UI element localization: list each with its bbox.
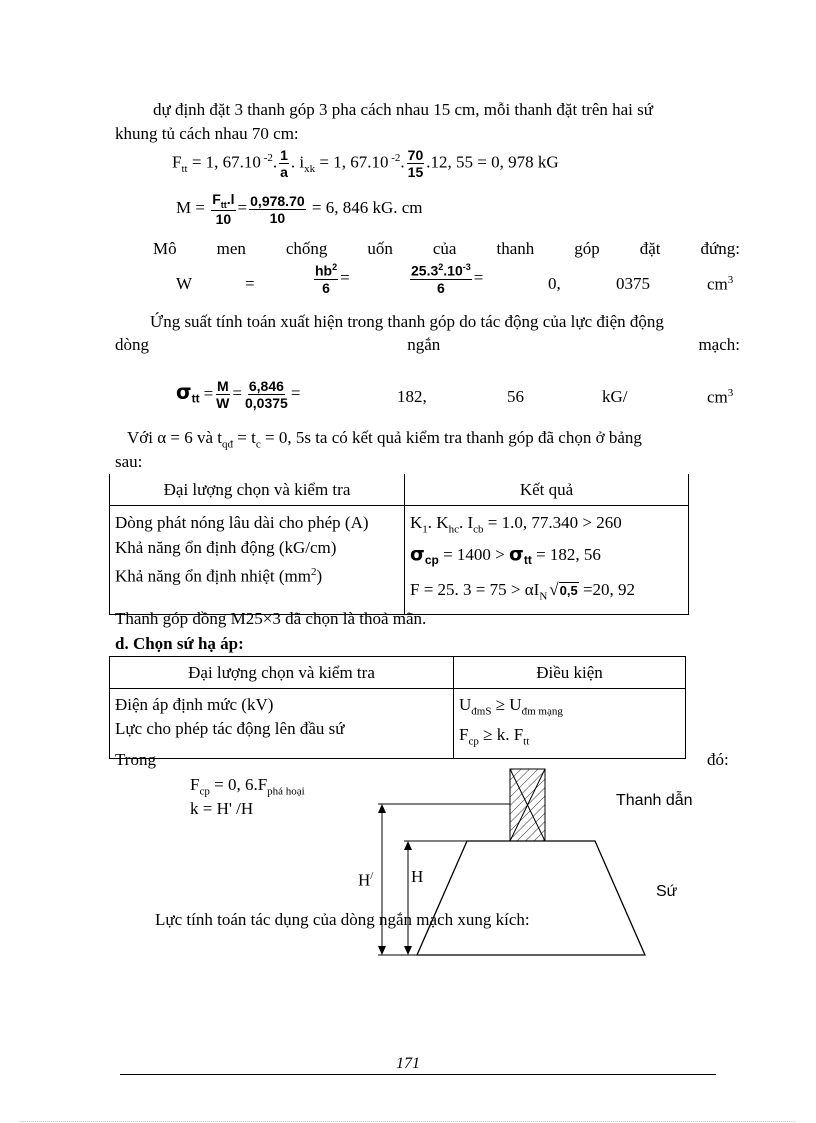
stress-text-line-1: Ứng suất tính toán xuất hiện trong thanh góp do tác động của lực điện động (150, 312, 664, 331)
equation-w-frac1: $\frac{hb^2}{6}$ = (315, 262, 350, 296)
check-text-line-1: Với α = 6 và $t_{qđ} = t_c = 0$, 5s ta có kết quả kiểm tra thanh góp đã chọn ở bảng (127, 428, 642, 451)
table2-row-voltage: Điện áp định mức (kV) (115, 695, 274, 714)
def-k: k = H' /H (190, 799, 254, 818)
moment-text: Mô men chống uốn của thanh góp đặt đứng: (153, 239, 740, 258)
table1-row-dynamic: Khả năng ổn định động (kG/cm) (115, 538, 337, 557)
equation-w-unit: $cm^3$ (707, 274, 734, 294)
check-text-line-2: sau: (115, 452, 143, 471)
last-line-text: Lực tính toán tác dụng của dòng ngắn mạch xung kích: (155, 910, 530, 929)
hprime-arrow-up (378, 804, 386, 813)
equation-w-lhs: W (176, 274, 193, 293)
equation-ftt: $F_{tt} = 1$, 67.10 $^{-2}$. $\frac{1}{a}$ . $i_{xk} = 1$, 67.10 $^{-2}$. $\frac{70}{15}$ .12, 55 = 0, 978 kG (172, 147, 559, 181)
page-number: 171 (396, 1055, 420, 1072)
table1-row-thermal: Khả năng ổn định nhiệt $(mm^2)$ (115, 566, 323, 586)
hprime-arrow-down (378, 946, 386, 955)
page-edge (20, 1121, 796, 1122)
section-d-heading: d. Chọn sứ hạ áp: (115, 634, 244, 653)
equation-w-eq: = (245, 274, 255, 293)
table1-header-right: Kết quả (405, 474, 689, 506)
equation-sigma-value-a: 182, (397, 387, 427, 406)
equation-sigma-unit-a: kG/ (602, 387, 628, 406)
table1-result-current: $K_1$. $K_{hc}$. $I_{cb} = 1.0$, 77.340 > 260 (410, 513, 622, 536)
label-h: H (411, 867, 424, 886)
intro-line-1: dự định đặt 3 thanh góp 3 pha cách nhau 15 cm, mỗi thanh đặt trên hai sứ (153, 100, 653, 119)
equation-w-frac2: $\frac{25.3^2.10^{-3}}{6}$ = (411, 262, 484, 296)
equation-sigma: $\sigma_{tt}$ = $\frac{M}{W}$ = $\frac{6,846}{0,0375}$ = (176, 378, 301, 412)
intro-line-2: khung tủ cách nhau 70 cm: (115, 124, 299, 143)
table1-row-current: Dòng phát nóng lâu dài cho phép (A) (115, 513, 369, 532)
h-arrow-up (404, 841, 412, 850)
table2-row-force: Lực cho phép tác động lên đầu sứ (115, 719, 345, 738)
table1-result-dynamic: $\sigma_{cp} = 1400 > \sigma_{tt} = 182$, 56 (410, 543, 601, 568)
equation-sigma-unit-b: $cm^3$ (707, 387, 734, 407)
table2-header-left: Đại lượng chọn và kiểm tra (110, 657, 454, 689)
insulator-shape (417, 841, 645, 955)
footer-rule (120, 1074, 716, 1075)
equation-sigma-value-b: 56 (507, 387, 524, 406)
stress-text-line-2: dòng ngắn mạch: (115, 335, 740, 354)
table2-cond-voltage: $U_{đmS} \ge U_{đm mạng}$ (459, 695, 563, 718)
equation-m: M = $\frac{F_{tt}.l}{10}$ = $\frac{0,978.70}{10}$ = 6, 846 kG. cm (176, 191, 423, 228)
label-hprime: H/ (358, 870, 374, 890)
equation-w-value-a: 0, (548, 274, 561, 293)
equation-w-value-b: 0375 (616, 274, 650, 293)
label-insulator: Sứ (656, 883, 678, 900)
table2-header-right: Điều kiện (454, 657, 686, 689)
conclusion-text: Thanh góp đồng M25×3 đã chọn là thoả mãn. (115, 609, 427, 628)
table2-cond-force: $F_{cp} \ge k$. $F_{tt}$ (459, 725, 530, 748)
label-conductor: Thanh dẫn (616, 792, 693, 809)
table1-result-thermal: F = 25. $3 = 75 > \alpha I_N$ √0,5 =20, 92 (410, 580, 636, 603)
h-arrow-down (404, 946, 412, 955)
table1-header-left: Đại lượng chọn và kiểm tra (110, 474, 405, 506)
trong-text: Trong (115, 750, 156, 769)
def-fcp: $F_{cp} = 0$, $6.F_{phá hoại}$ (190, 775, 305, 798)
do-text: đó: (707, 750, 729, 769)
